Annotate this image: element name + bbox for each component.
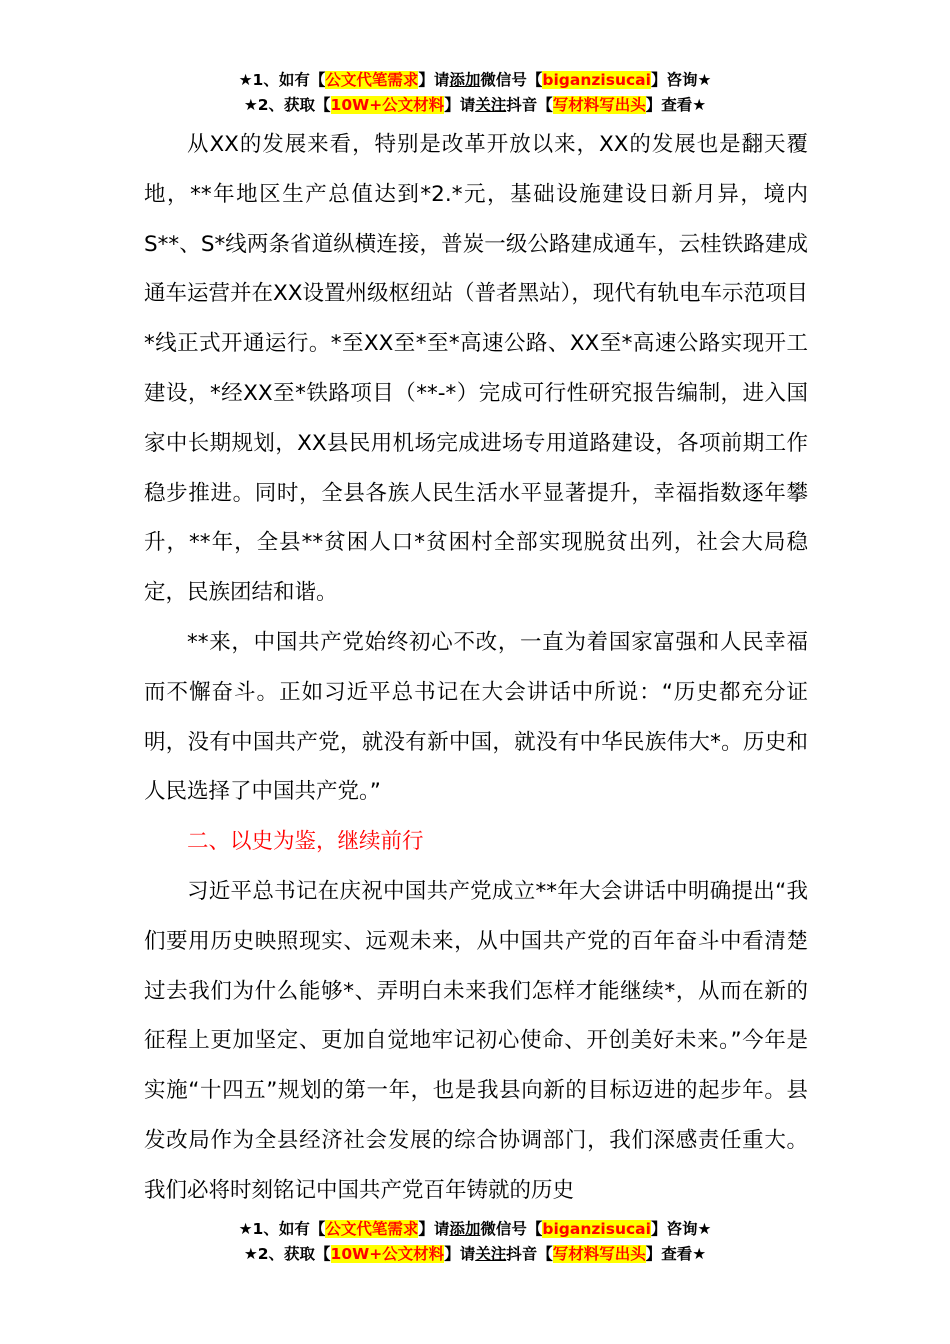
banner-line-1 [0,1217,950,1242]
banner-highlight: 写材料写出头 [552,96,646,114]
banner-line-2 [0,1242,950,1267]
banner-text: 】咨询★ [650,1220,712,1238]
banner-text: 抖音【 [506,1245,553,1263]
footer-banner [0,1217,950,1267]
banner-text: 】查看★ [645,1245,707,1263]
banner-text: ★1、如有【 [238,71,326,89]
banner-text: 】请 [418,71,450,89]
banner-text: 抖音【 [506,96,553,114]
banner-text: 】咨询★ [650,71,712,89]
banner-underline: 关注 [475,1245,507,1263]
banner-text: ★1、如有【 [238,1220,326,1238]
banner-underline: 添加 [449,1220,481,1238]
banner-highlight: biganzisucai [542,71,651,89]
banner-line-2 [0,93,950,118]
document-body [144,120,808,1216]
banner-text: 】请 [444,96,476,114]
banner-underline: 关注 [475,96,507,114]
banner-highlight: biganzisucai [542,1220,651,1238]
paragraph: 习近平总书记在庆祝中国共产党成立**年大会讲话中明确提出“我们要用历史映照现实、远观未来，从中国共产党的百年奋斗中看清楚过去我们为什么能够*、弄明白未来我们怎样才能继续*，从而在新的征程上更加坚定、更加自觉地牢记初心使命、开创美好未来。”今年是实施“十四五”规划的第一年，也是我县向新的目标迈进的起步年。县发改局作为全县经济社会发展的综合协调部门，我们深感责任重大。我们必将时刻铭记中国共产党百年铸就的历史 [144,878,808,1203]
banner-highlight: 写材料写出头 [552,1245,646,1263]
banner-text: 】查看★ [645,96,707,114]
banner-text: 】请 [418,1220,450,1238]
banner-highlight: 公文代笔需求 [325,71,419,89]
banner-underline: 添加 [449,71,481,89]
banner-text: 】请 [444,1245,476,1263]
banner-highlight: 10W+公文材料 [330,1245,445,1263]
banner-text: 微信号【 [480,71,543,89]
section-heading: 二、以史为鉴，继续前行 [187,829,424,855]
banner-text: ★2、获取【 [243,96,331,114]
paragraph: 从XX的发展来看，特别是改革开放以来，XX的发展也是翻天覆地，**年地区生产总值达到*2.*元，基础设施建设日新月异，境内S**、S*线两条省道纵横连接，普炭一级公路建成通车，云桂铁路建成通车运营并在XX设置州级枢纽站（普者黑站），现代有轨电车示范项目*线正式开通运行。*至XX至*至*高速公路、XX至*高速公路实现开工建设，*经XX至*铁路项目（**-*）完成可行性研究报告编制，进入国家中长期规划，XX县民用机场完成进场专用道路建设，各项前期工作稳步推进。同时，全县各族人民生活水平显著提升，幸福指数逐年攀升，**年，全县**贫困人口*贫困村全部实现脱贫出列，社会大局稳定，民族团结和谐。 [144,132,808,606]
header-banner [0,68,950,118]
banner-text: ★2、获取【 [243,1245,331,1263]
paragraph: **来，中国共产党始终初心不改，一直为着国家富强和人民幸福而不懈奋斗。正如习近平总书记在大会讲话中所说：“历史都充分证明，没有中国共产党，就没有新中国，就没有中华民族伟大*。历史和人民选择了中国共产党。” [144,629,808,805]
banner-highlight: 公文代笔需求 [325,1220,419,1238]
banner-line-1 [0,68,950,93]
banner-highlight: 10W+公文材料 [330,96,445,114]
banner-text: 微信号【 [480,1220,543,1238]
